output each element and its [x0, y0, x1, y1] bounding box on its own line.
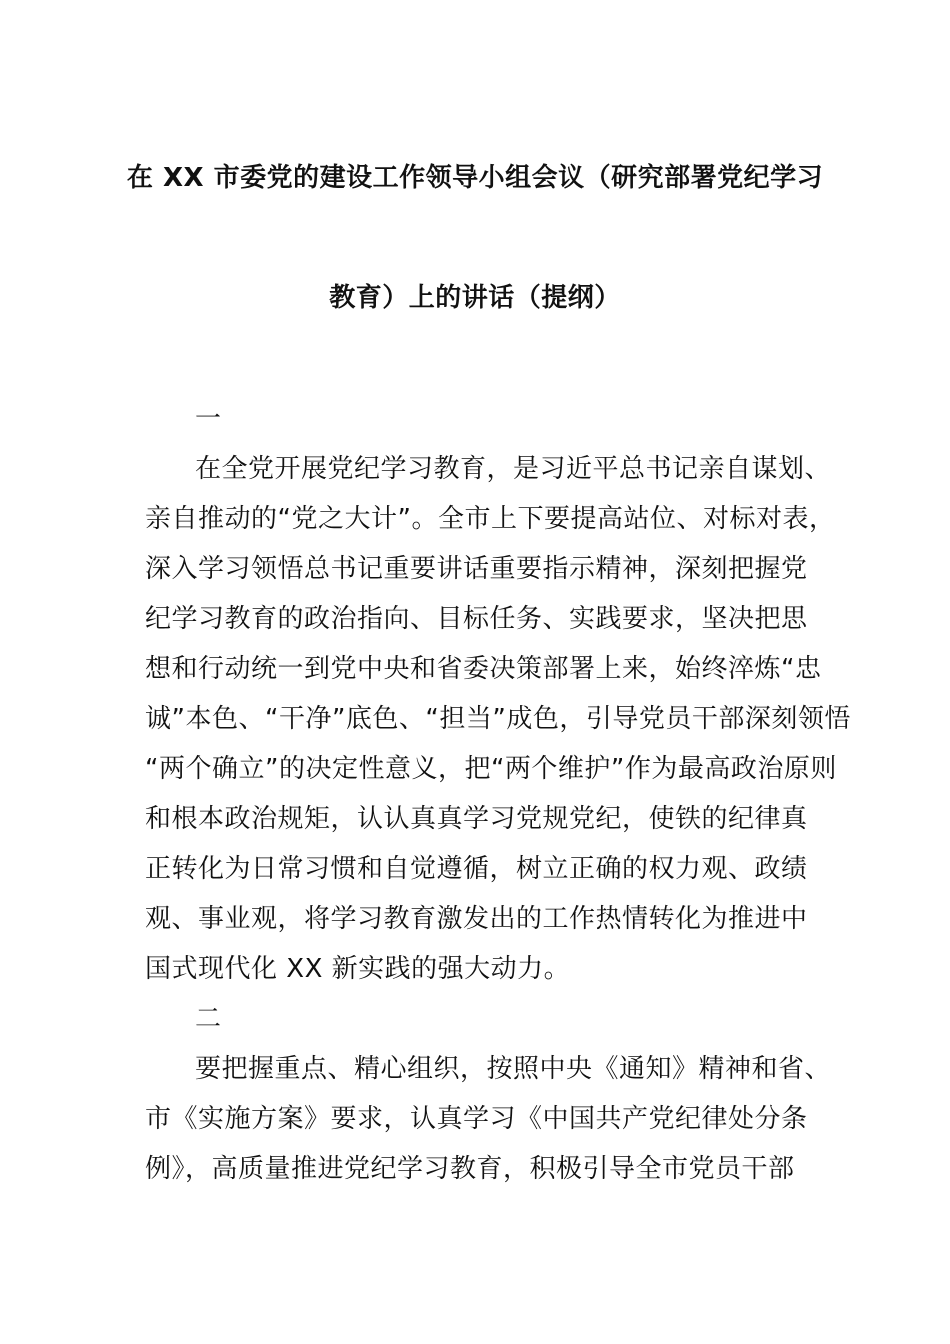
- paragraph-line: 深入学习领悟总书记重要讲话重要指示精神，深刻把握党: [145, 554, 808, 584]
- paragraph-line: 正转化为日常习惯和自觉遵循，树立正确的权力观、政绩: [145, 854, 808, 884]
- paragraph-line: 亲自推动的“党之大计”。全市上下要提高站位、对标对表，: [145, 504, 836, 534]
- paragraph-line: “两个确立”的决定性意义，把“两个维护”作为最高政治原则: [145, 754, 837, 784]
- paragraph-line: 诚”本色、“干净”底色、“担当”成色，引导党员干部深刻领悟: [145, 704, 851, 734]
- paragraph-line: 要把握重点、精心组织，按照中央《通知》精神和省、: [195, 1054, 832, 1084]
- paragraph-line: 在全党开展党纪学习教育，是习近平总书记亲自谋划、: [195, 454, 832, 484]
- paragraph-line: 想和行动统一到党中央和省委决策部署上来，始终淬炼“忠: [145, 654, 822, 684]
- section-heading: 一: [195, 404, 222, 434]
- paragraph-line: 纪学习教育的政治指向、目标任务、实践要求，坚决把思: [145, 604, 808, 634]
- paragraph-line: 例》，高质量推进党纪学习教育，积极引导全市党员干部: [145, 1154, 795, 1184]
- paragraph-line: 观、事业观，将学习教育激发出的工作热情转化为推进中: [145, 904, 808, 934]
- section-heading: 二: [195, 1004, 222, 1034]
- document-title-line-1: 在 XX 市委党的建设工作领导小组会议（研究部署党纪学习: [126, 163, 824, 193]
- document-title-line-2: 教育）上的讲话（提纲）: [329, 283, 621, 313]
- paragraph-line: 市《实施方案》要求，认真学习《中国共产党纪律处分条: [145, 1104, 808, 1134]
- paragraph-line: 国式现代化 XX 新实践的强大动力。: [145, 954, 571, 984]
- paragraph-line: 和根本政治规矩，认认真真学习党规党纪，使铁的纪律真: [145, 804, 808, 834]
